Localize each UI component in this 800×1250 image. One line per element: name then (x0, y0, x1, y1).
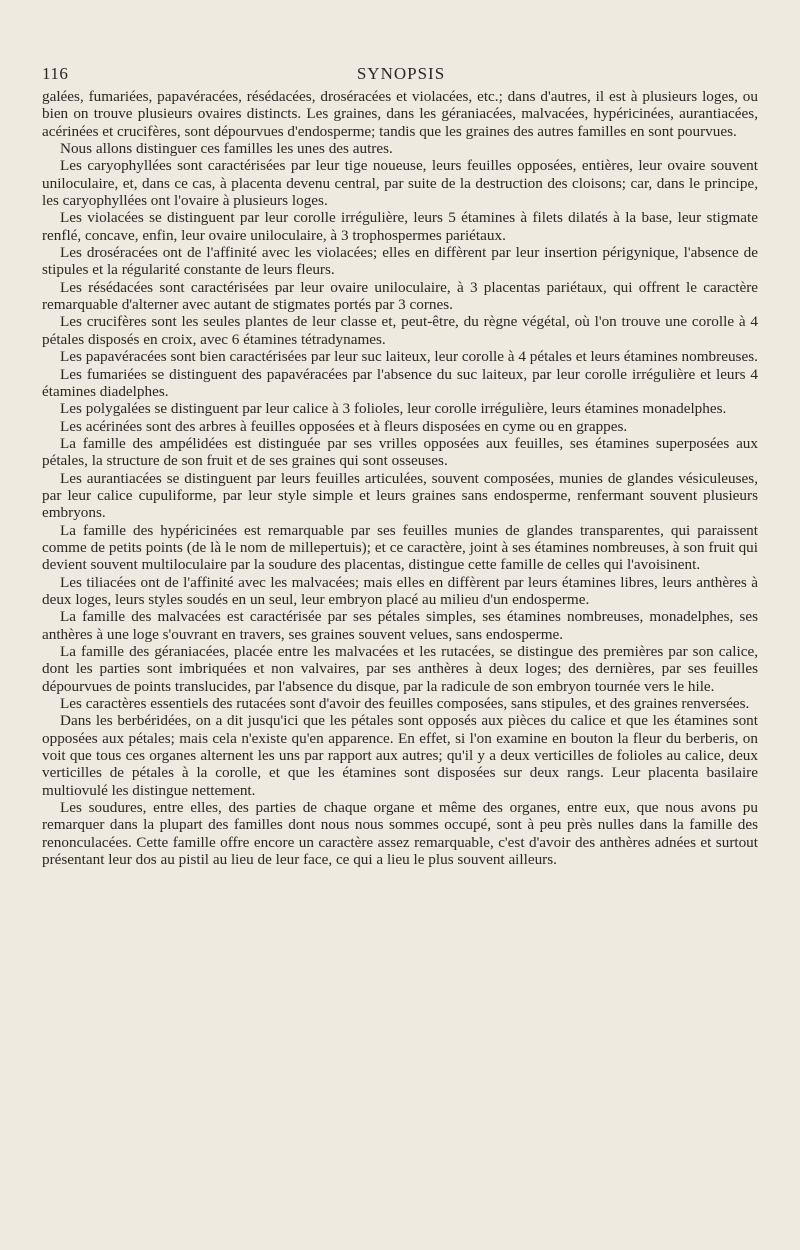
paragraph: La famille des malvacées est caractérisée par ses pétales simples, ses étamines nombreuses, monadelphes, ses anthères à une loge s'ouvrant en travers, ses graines souvent velues, sans endosperme. (42, 608, 758, 643)
paragraph: La famille des géraniacées, placée entre les malvacées et les rutacées, se distingue des premières par son calice, dont les parties sont imbriquées et non valvaires, par ses anthères à deux loges; des dernières, par ses feuilles dépourvues de points translucides, par l'absence du disque, par la radicule de son embryon tournée vers le hile. (42, 643, 758, 695)
paragraph: Nous allons distinguer ces familles les unes des autres. (60, 140, 393, 158)
paragraph: galées, fumariées, papavéracées, résédacées, droséracées et violacées, etc.; dans d'autres, il est à plusieurs loges, ou bien on trouve plusieurs ovaires distincts. Les graines, dans les géraniacées, malvacées, hypéricinées, aurantiacées, acérinées et crucifères, sont dépourvues d'endosperme; tandis que les graines des autres familles en sont pourvues. (42, 88, 758, 140)
paragraph: Les crucifères sont les seules plantes de leur classe et, peut-être, du règne végétal, où l'on trouve une corolle à 4 pétales disposés en croix, avec 6 étamines tétradynames. (42, 313, 758, 348)
paragraph: La famille des ampélidées est distinguée par ses vrilles opposées aux feuilles, ses étamines superposées aux pétales, la structure de son fruit et de ses graines qui sont osseuses. (42, 434, 758, 470)
paragraph: Les soudures, entre elles, des parties de chaque organe et même des organes, entre eux, que nous avons pu remarquer dans la plupart des familles dont nous nous sommes occupé, sont à peu près nulles dans la famille des renonculacées. Cette famille offre encore un caractère assez remarquable, c'est d'avoir des anthères adnées et surtout présentant leur dos au pistil au lieu de leur face, ce qui a lieu le plus souvent ailleurs. (42, 799, 758, 869)
paragraph: Les acérinées sont des arbres à feuilles opposées et à fleurs disposées en cyme ou en grappes. (60, 417, 628, 435)
paragraph: Dans les berbéridées, on a dit jusqu'ici que les pétales sont opposés aux pièces du calice et que les étamines sont opposées aux pétales; mais cela n'existe qu'en apparence. En effet, si l'on examine en bouton la fleur du berberis, on voit que tous ces organes alternent les uns par rapport aux autres; qu'il y a deux verticilles de folioles au calice, deux verticilles de pétales à la corolle, et que les étamines sont disposées sur deux rangs. Leur placenta basilaire multiovulé les distingue nettement. (42, 712, 758, 799)
paragraph: Les caryophyllées sont caractérisées par leur tige noueuse, leurs feuilles opposées, entières, leur ovaire souvent uniloculaire, et, dans ce cas, à placenta devenu central, par suite de la destruction des cloisons; car, dans le principe, les caryophyllées ont l'ovaire à plusieurs loges. (42, 157, 758, 210)
paragraph: Les papavéracées sont bien caractérisées par leur suc laiteux, leur corolle à 4 pétales et leurs étamines nombreuses. (60, 348, 758, 366)
paragraph: Les droséracées ont de l'affinité avec les violacées; elles en diffèrent par leur insertion périgynique, l'absence de stipules et la régularité constante de leurs fleurs. (42, 244, 758, 279)
page-number: 116 (42, 64, 69, 83)
page-header (42, 64, 760, 88)
paragraph: Les aurantiacées se distinguent par leurs feuilles articulées, souvent composées, munies de glandes vésiculeuses, par leur calice cupuliforme, par leur style simple et leurs graines sans endosperme, renfermant souvent plusieurs embryons. (42, 469, 758, 522)
paragraph: La famille des hypéricinées est remarquable par ses feuilles munies de glandes transparentes, qui paraissent comme de petits points (de là le nom de millepertuis); et ce caractère, joint à ses étamines nombreuses, à son fruit qui devient souvent multiloculaire par la soudure des placentas, distingue cette famille de celles qui l'avoisinent. (42, 521, 758, 574)
running-title: SYNOPSIS (356, 64, 446, 83)
body-text (42, 88, 758, 868)
paragraph: Les résédacées sont caractérisées par leur ovaire uniloculaire, à 3 placentas pariétaux, qui offrent le caractère remarquable d'alterner avec autant de stigmates portés par 3 cornes. (42, 278, 758, 314)
paragraph: Les tiliacées ont de l'affinité avec les malvacées; mais elles en diffèrent par leurs étamines libres, leurs anthères à deux loges, leurs styles soudés en un seul, leur embryon placé au milieu d'un endosperme. (42, 573, 758, 608)
paragraph: Les violacées se distinguent par leur corolle irrégulière, leurs 5 étamines à filets dilatés à la base, leur stigmate renflé, concave, enfin, leur ovaire uniloculaire, à 3 trophospermes pariétaux. (42, 209, 758, 244)
paragraph: Les fumariées se distinguent des papavéracées par l'absence du suc laiteux, par leur corolle irrégulière et leurs 4 étamines diadelphes. (42, 365, 758, 400)
paragraph: Les caractères essentiels des rutacées sont d'avoir des feuilles composées, sans stipules, et des graines renversées. (60, 695, 750, 713)
paragraph: Les polygalées se distinguent par leur calice à 3 folioles, leur corolle irrégulière, leurs étamines monadelphes. (60, 400, 727, 418)
